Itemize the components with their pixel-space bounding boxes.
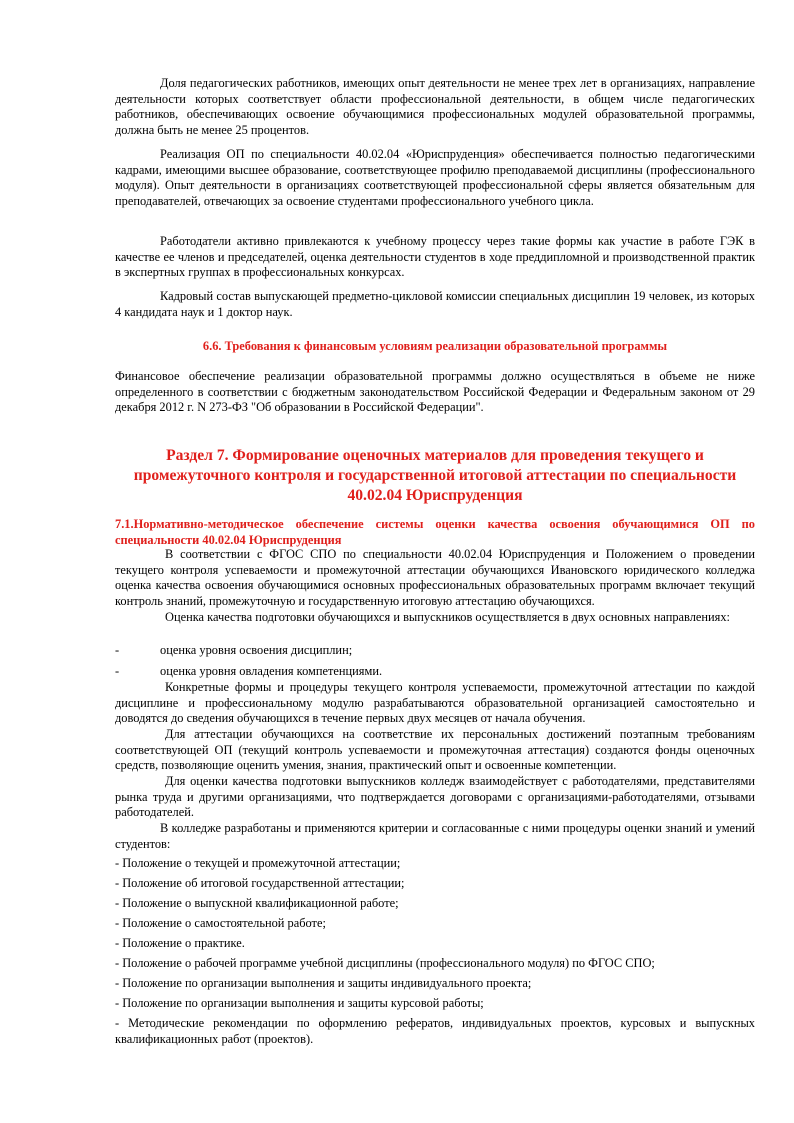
direction-item-text: оценка уровня освоения дисциплин;: [160, 643, 353, 657]
direction-item: [115, 664, 755, 680]
assessment-paragraph-2: Оценка качества подготовки обучающихся и выпускников осуществляется в двух основных направлениях:: [165, 610, 730, 624]
direction-item: [115, 643, 755, 659]
assessment-paragraph-1: В соответствии с ФГОС СПО по специальности 40.02.04 Юриспруденция и Положением о проведении текущего контроля успеваемости и промежуточной аттестации обучающихся Ивановского юридического колледжа оценка качества освоения обучающимися основных профессиональных образовательных программ включает текущий контроль знаний, промежуточную и государственную итоговую аттестацию обучающихся.: [115, 547, 755, 608]
regulation-item: - Методические рекомендации по оформлению рефератов, индивидуальных проектов, курсовых и выпускных квалификационных работ (проектов).: [115, 1016, 755, 1046]
regulation-item: - Положение о самостоятельной работе;: [115, 916, 326, 930]
assessment-paragraph-6: В колледже разработаны и применяются критерии и согласованные с ними процедуры оценки знаний и умений студентов:: [115, 821, 755, 851]
regulation-item: - Положение о выпускной квалификационной работе;: [115, 896, 399, 910]
staff-paragraph-1: Доля педагогических работников, имеющих опыт деятельности не менее трех лет в организациях, направление деятельности которых соответствует области профессиональной деятельности, в общем числе педагогических работников, обеспечивающих освоение обучающимися профессиональных модулей образовательной программы, должна быть не менее 25 процентов.: [115, 76, 755, 137]
assessment-paragraph-5: Для оценки качества подготовки выпускников колледж взаимодействует с работодателями, представителями рынка труда и другими организациями, что подтверждается договорами с организациями-работодателями, отзывами работодателей.: [115, 774, 755, 820]
assessment-paragraph-4: Для аттестации обучающихся на соответствие их персональных достижений поэтапным требованиям соответствующей ОП (текущий контроль успеваемости и промежуточная аттестация) создаются фонды оценочных средств, позволяющие оценить умения, знания, практический опыт и освоенные компетенции.: [115, 727, 755, 773]
regulation-item: - Положение по организации выполнения и защиты курсовой работы;: [115, 996, 484, 1010]
direction-item-text: оценка уровня овладения компетенциями.: [160, 664, 383, 678]
dash-marker: -: [115, 664, 120, 678]
staff-paragraph-4: Кадровый состав выпускающей предметно-цикловой комиссии специальных дисциплин 19 человек, из которых 4 кандидата наук и 1 доктор наук.: [115, 289, 755, 319]
dash-marker: -: [115, 643, 120, 657]
regulation-item: - Положение о рабочей программе учебной дисциплины (профессионального модуля) по ФГОС СПО;: [115, 956, 655, 970]
regulation-item: - Положение о текущей и промежуточной аттестации;: [115, 856, 401, 870]
finance-heading: 6.6. Требования к финансовым условиям реализации образовательной программы: [202, 339, 668, 353]
staff-paragraph-3: Работодатели активно привлекаются к учебному процессу через такие формы как участие в работе ГЭК в качестве ее членов и председателей, оценка деятельности студентов в ходе преддипломной и производственной практик в экспертных группах в профессиональных конкурсах.: [115, 234, 755, 280]
regulation-item: - Положение о практике.: [115, 936, 245, 950]
section-7-title: Раздел 7. Формирование оценочных материалов для проведения текущего и промежуточного контроля и государственной итоговой аттестации по специальности 40.02.04 Юриспруденция: [133, 447, 737, 504]
regulation-item: - Положение по организации выполнения и защиты индивидуального проекта;: [115, 976, 532, 990]
regulation-item: - Положение об итоговой государственной аттестации;: [115, 876, 405, 890]
assessment-paragraph-3: Конкретные формы и процедуры текущего контроля успеваемости, промежуточной аттестации по каждой дисциплине и профессиональному модулю разрабатываются образовательной организацией самостоятельно и доводятся до сведения обучающихся в течение первых двух месяцев от начала обучения.: [115, 680, 755, 726]
finance-paragraph: Финансовое обеспечение реализации образовательной программы должно осуществляться в объеме не ниже определенного в соответствии с бюджетным законодательством Российской Федерации и Федеральным законом от 29 декабря 2012 г. N 273-ФЗ "Об образовании в Российской Федерации".: [115, 369, 755, 415]
staff-paragraph-2: Реализация ОП по специальности 40.02.04 «Юриспруденция» обеспечивается полностью педагогическими кадрами, имеющими высшее образование, соответствующее профилю преподаваемой дисциплины (профессионального модуля). Опыт деятельности в организациях соответствующей профессиональной сферы является обязательным для преподавателей, отвечающих за освоение студентами профессионального учебного цикла.: [115, 147, 755, 208]
section-7-1-heading: 7.1.Нормативно-методическое обеспечение системы оценки качества освоения обучающимися ОП по специальности 40.02.04 Юриспруденция: [115, 517, 755, 547]
